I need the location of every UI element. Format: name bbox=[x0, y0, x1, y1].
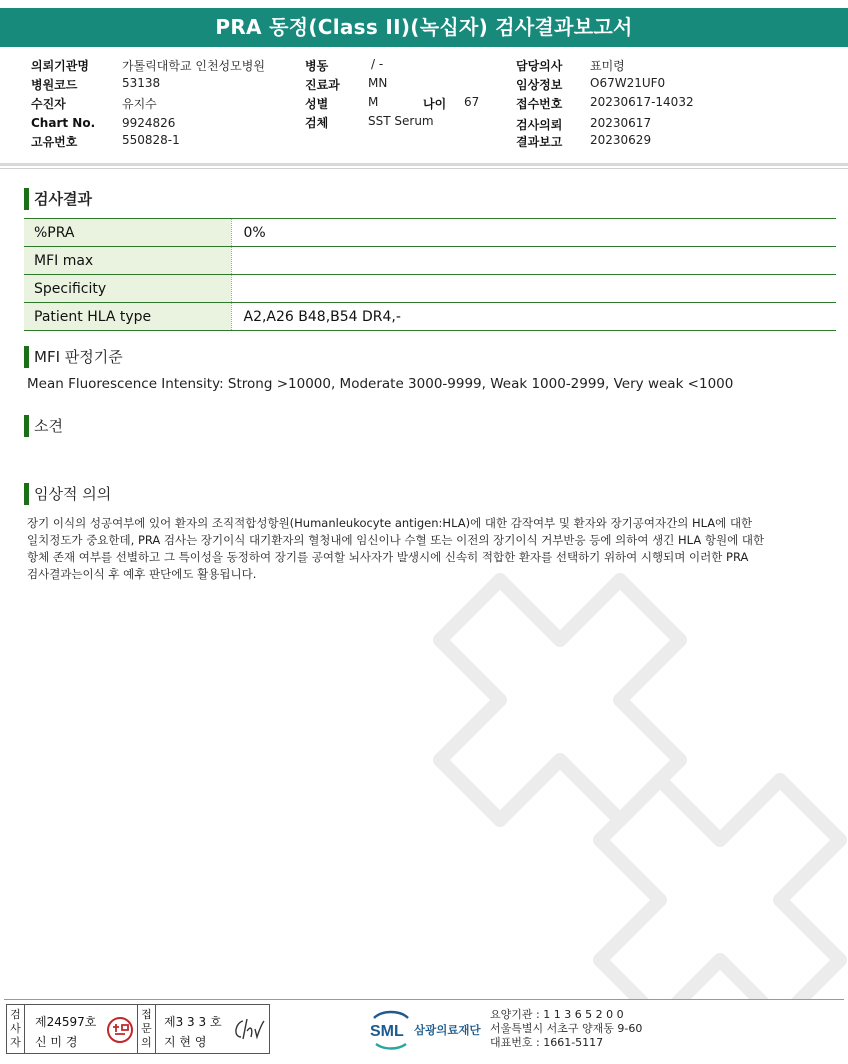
specimen-value: SST Serum bbox=[368, 114, 434, 128]
doctor-value: 표미령 bbox=[590, 59, 625, 73]
specimen-label: 검체 bbox=[305, 116, 329, 130]
result-key: Specificity bbox=[24, 275, 231, 303]
opinion-heading: 소견 bbox=[24, 415, 63, 437]
mfi-criteria-heading: MFI 판정기준 bbox=[24, 346, 123, 368]
inspector-seal-icon bbox=[105, 1015, 135, 1045]
divider bbox=[0, 163, 848, 166]
confirm-license-no: 제3 3 3 호 bbox=[164, 1015, 222, 1029]
table-row bbox=[24, 247, 836, 275]
doctor-label: 담당의사 bbox=[516, 59, 563, 73]
watermark-cross-graphic bbox=[380, 560, 848, 1000]
inspector-name: 신 미 경 bbox=[35, 1035, 78, 1049]
unique-no-label: 고유번호 bbox=[31, 135, 78, 149]
clinical-info-label: 임상정보 bbox=[516, 78, 563, 92]
report-title: PRA 동정(Class II)(녹십자) 검사결과보고서 bbox=[0, 8, 848, 47]
age-label: 나이 bbox=[423, 97, 447, 111]
result-key: %PRA bbox=[24, 219, 231, 247]
dept-label: 진료과 bbox=[305, 78, 340, 92]
clinical-significance-text bbox=[27, 515, 817, 583]
sml-logo-icon bbox=[368, 1008, 414, 1050]
clinical-significance-heading: 임상적 의의 bbox=[24, 483, 111, 505]
signature-box bbox=[6, 1004, 270, 1054]
text-line: 항체 존재 여부를 선별하고 그 특이성을 동정하여 장기를 공여할 뇌사자가 발생시에 신속히 적합한 환자를 선택하기 위하여 시행되며 이러한 PRA bbox=[27, 550, 749, 564]
age-value: 67 bbox=[464, 95, 480, 109]
result-value bbox=[231, 275, 836, 303]
inspector-vertical-label: 검사자 bbox=[7, 1005, 25, 1053]
signature-icon bbox=[229, 1015, 267, 1045]
dept-value: MN bbox=[368, 76, 388, 90]
table-row bbox=[24, 219, 836, 247]
org-phone: 대표번호 : 1661-5117 bbox=[490, 1036, 604, 1049]
text-line: 검사결과는이식 후 예후 판단에도 활용됩니다. bbox=[27, 567, 257, 581]
org-address: 서울특별시 서초구 양재동 9-60 bbox=[490, 1022, 643, 1035]
confirm-vertical-label: 접문의 bbox=[138, 1005, 156, 1053]
footer bbox=[4, 999, 844, 1057]
report-date-value: 20230629 bbox=[590, 133, 652, 147]
divider bbox=[0, 168, 848, 169]
request-date-label: 검사의뢰 bbox=[516, 118, 563, 132]
result-key: MFI max bbox=[24, 247, 231, 275]
patient-value: 유지수 bbox=[122, 97, 157, 111]
result-value: 0% bbox=[231, 219, 836, 247]
patient-label: 수진자 bbox=[31, 97, 66, 111]
sex-value: M bbox=[368, 95, 379, 109]
institution-value: 가톨릭대학교 인천성모병원 bbox=[122, 59, 265, 73]
result-value bbox=[231, 247, 836, 275]
chart-no-value: 9924826 bbox=[122, 116, 176, 130]
org-code: 요양기관 : 1 1 3 6 5 2 0 0 bbox=[490, 1008, 624, 1021]
org-name: 삼광의료재단 bbox=[414, 1023, 481, 1037]
request-date-value: 20230617 bbox=[590, 116, 652, 130]
mfi-criteria-text: Mean Fluorescence Intensity: Strong >10000, Moderate 3000-9999, Weak 1000-2999, Very weak <1000 bbox=[27, 376, 734, 392]
org-address-block bbox=[490, 1008, 642, 1050]
inspector-license-no: 제24597호 bbox=[35, 1015, 97, 1029]
ward-label: 병동 bbox=[305, 59, 329, 73]
chart-no-label: Chart No. bbox=[31, 116, 96, 130]
sml-logo-text: SML bbox=[370, 1023, 404, 1040]
result-key: Patient HLA type bbox=[24, 303, 231, 331]
result-value: A2,A26 B48,B54 DR4,- bbox=[231, 303, 836, 331]
text-line: 장기 이식의 성공여부에 있어 환자의 조직적합성항원(Humanleukocyte antigen:HLA)에 대한 감작여부 및 환자와 장기공여자간의 HLA에 대한 bbox=[27, 516, 753, 530]
receipt-no-label: 접수번호 bbox=[516, 97, 563, 111]
ward-value: / - bbox=[371, 57, 384, 71]
clinical-info-value: O67W21UF0 bbox=[590, 76, 666, 90]
confirm-name: 지 현 영 bbox=[164, 1035, 207, 1049]
table-row bbox=[24, 275, 836, 303]
institution-label: 의뢰기관명 bbox=[31, 59, 89, 73]
report-date-label: 결과보고 bbox=[516, 135, 563, 149]
hospital-code-value: 53138 bbox=[122, 76, 161, 90]
results-heading: 검사결과 bbox=[24, 188, 92, 210]
table-row bbox=[24, 303, 836, 331]
text-line: 일치정도가 중요한데, PRA 검사는 장기이식 대기환자의 혈청내에 임신이나 수혈 또는 이전의 장기이식 거부반응 등에 의하여 생긴 HLA 항원에 대한 bbox=[27, 533, 765, 547]
patient-info-block bbox=[0, 54, 848, 154]
results-table bbox=[24, 218, 836, 331]
sex-label: 성별 bbox=[305, 97, 329, 111]
unique-no-value: 550828-1 bbox=[122, 133, 180, 147]
hospital-code-label: 병원코드 bbox=[31, 78, 78, 92]
receipt-no-value: 20230617-14032 bbox=[590, 95, 694, 109]
